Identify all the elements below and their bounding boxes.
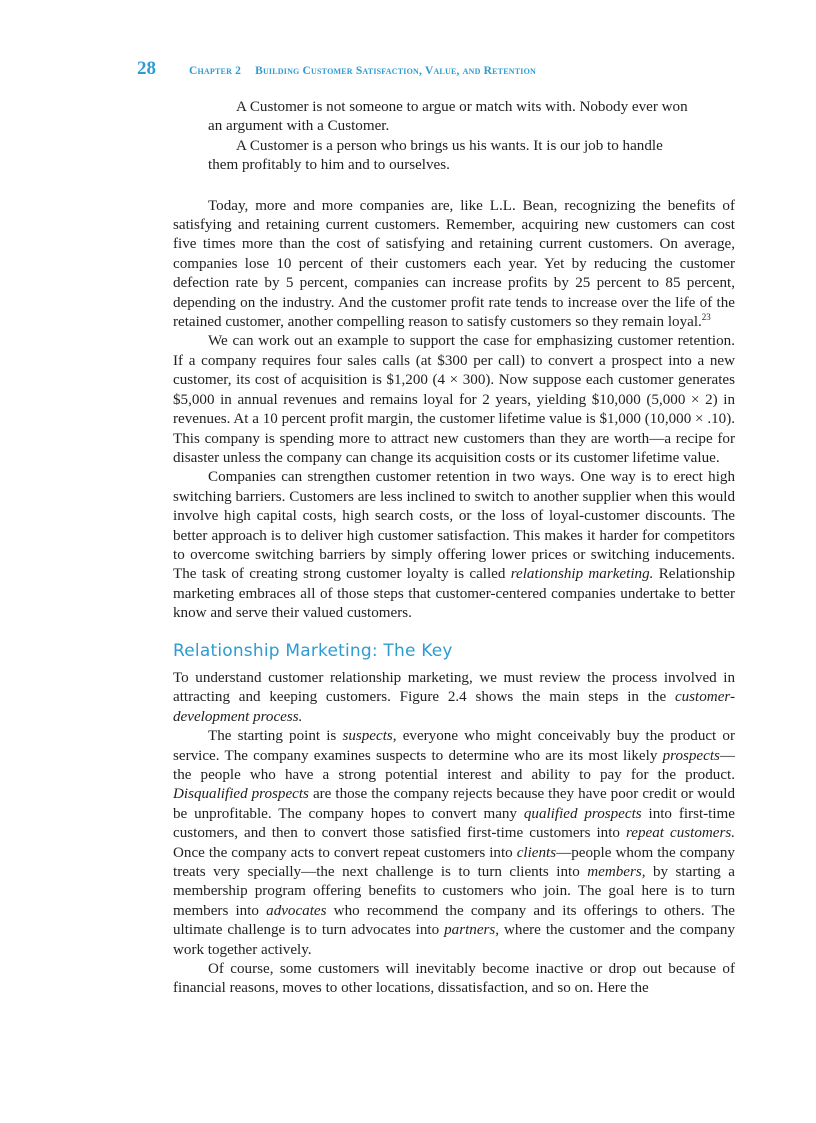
key-term: qualified prospects [523, 805, 642, 822]
page-content [173, 98, 735, 999]
quote-line: A Customer is not someone to argue or match wits with. Nobody ever won an argument with a Customer. [208, 99, 688, 135]
footnote-ref: 23 [701, 312, 711, 323]
paragraph: We can work out an example to support the case for emphasizing customer retention. If a company requires four sales calls (at $300 per call) to convert a prospect into a new customer, its cost of acquisition is $1,200 (4 × 300). Now suppose each customer generates $5,000 in annual revenues and remains loyal for 2 years, yielding $10,000 (5,000 × 2) in revenues. At a 10 percent profit margin, the customer lifetime value is $1,000 (10,000 × .10). This company is spending more to attract new customers than they are worth—a recipe for disaster unless the company can change its acquisition costs or its customer lifetime value. [173, 333, 735, 466]
chapter-label: Chapter 2 [189, 65, 242, 77]
paragraph: Companies can strengthen customer retention in two ways. One way is to erect high switching barriers. Customers are less inclined to switch to another supplier when this would involve high capital costs, high search costs, or the loss of loyal-customer discounts. The better approach is to deliver high customer satisfaction. This makes it harder for competitors to overcome switching barriers by simply offering lower prices or switching inducements. The task of creating strong customer loyalty is called relationship marketing. Relationship marketing embraces all of those steps that customer-centered companies undertake to better know and serve their valued customers. [173, 469, 735, 622]
paragraph: Today, more and more companies are, like L.L. Bean, recognizing the benefits of satisfying and retaining current customers. Remember, acquiring new customers can cost five times more than the cost of satisfying and retaining current customers. On average, companies lose 10 percent of their customers each year. Yet by reducing the customer defection rate by 5 percent, companies can increase profits by 25 percent to 85 percent, depending on the industry. And the customer profit rate tends to increase over the life of the retained customer, another compelling reason to satisfy customers so they remain loyal.$^{23}$ [173, 197, 735, 331]
paragraph: To understand customer relationship marketing, we must review the process involved in attracting and keeping customers. Figure 2.4 shows the main steps in the customer-development process. [173, 669, 735, 725]
key-term: clients [516, 844, 557, 861]
key-term: suspects, [342, 728, 397, 745]
page-number: 28 [137, 58, 156, 79]
paragraph: Of course, some customers will inevitably become inactive or drop out because of financial reasons, moves to other locations, dissatisfaction, and so on. Here the [173, 961, 735, 997]
quote-line: A Customer is a person who brings us his wants. It is our job to handle them profitably to him and to ourselves. [208, 137, 663, 174]
key-term: members, [587, 864, 646, 881]
key-term: Disqualified prospects [173, 786, 309, 803]
key-term: partners, [444, 922, 500, 939]
key-term: prospects [662, 747, 720, 764]
key-term: advocates [266, 902, 327, 919]
key-term: customer-development process. [173, 689, 735, 725]
key-term: repeat customers. [625, 825, 735, 842]
running-head [189, 65, 536, 77]
block-quote [208, 98, 695, 176]
page-header [137, 58, 757, 80]
section-heading: Relationship Marketing: The Key [173, 640, 453, 661]
chapter-title: Building Customer Satisfaction, Value, and Retention [255, 65, 536, 77]
paragraph: The starting point is suspects, everyone who might conceivably buy the product or service. The company examines suspects to determine who are its most likely prospects—the people who have a strong potential interest and ability to pay for the product. Disqualified prospects are those the company rejects because they have poor credit or would be unprofitable. The company hopes to convert many qualified prospects into first-time customers, and then to convert those satisfied first-time customers into repeat customers. Once the company acts to convert repeat customers into clients—people whom the company treats very specially—the next challenge is to turn clients into members, by starting a membership program offering benefits to customers who join. The goal here is to turn members into advocates who recommend the company and its offerings to others. The ultimate challenge is to turn advocates into partners, where the customer and the company work together actively. [173, 728, 736, 958]
key-term: relationship marketing. [510, 566, 654, 583]
